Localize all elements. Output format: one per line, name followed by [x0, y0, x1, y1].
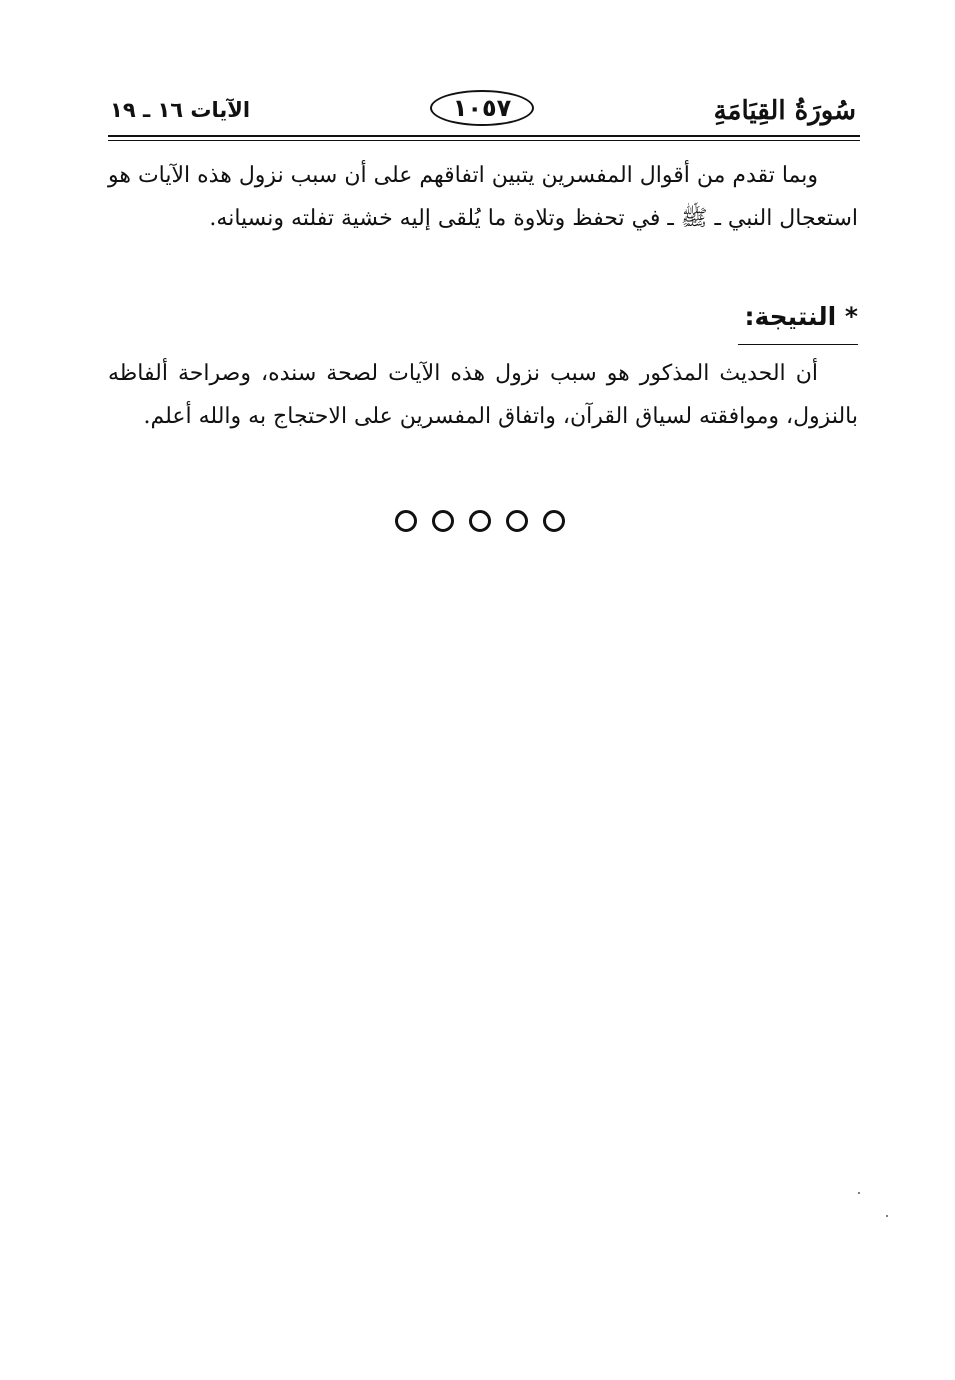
- header-rule-thin: [108, 140, 860, 141]
- separator-circle-icon: [469, 510, 491, 532]
- surah-title: سُورَةُ القِيَامَةِ: [713, 96, 856, 126]
- header-rule-thick: [108, 135, 860, 137]
- verses-range-label: الآيات ١٦ ـ ١٩: [110, 98, 251, 122]
- paragraph-commentary-summary: وبما تقدم من أقوال المفسرين يتبين اتفاقهم على أن سبب نزول هذه الآيات هو استعجال النبي ـ ﷺ ـ في تحفظ وتلاوة ما يُلقى إليه خشية تفلته ونسيانه.: [108, 163, 858, 231]
- page-number-oval: [430, 90, 534, 126]
- separator-circle-icon: [543, 510, 565, 532]
- section-separator: [395, 506, 565, 536]
- scan-speck: [858, 1192, 860, 1194]
- page-number: ١٠٥٧: [452, 94, 512, 122]
- separator-circle-icon: [395, 510, 417, 532]
- scan-speck: [886, 1215, 888, 1217]
- page-header: [108, 88, 860, 132]
- separator-circle-icon: [432, 510, 454, 532]
- section-heading-result: * النتيجة:: [744, 302, 858, 331]
- section-heading-underline: [738, 344, 858, 345]
- separator-circle-icon: [506, 510, 528, 532]
- paragraph-result: أن الحديث المذكور هو سبب نزول هذه الآيات لصحة سنده، وصراحة ألفاظه بالنزول، وموافقته لسياق القرآن، واتفاق المفسرين على الاحتجاج به والله أعلم.: [108, 361, 858, 429]
